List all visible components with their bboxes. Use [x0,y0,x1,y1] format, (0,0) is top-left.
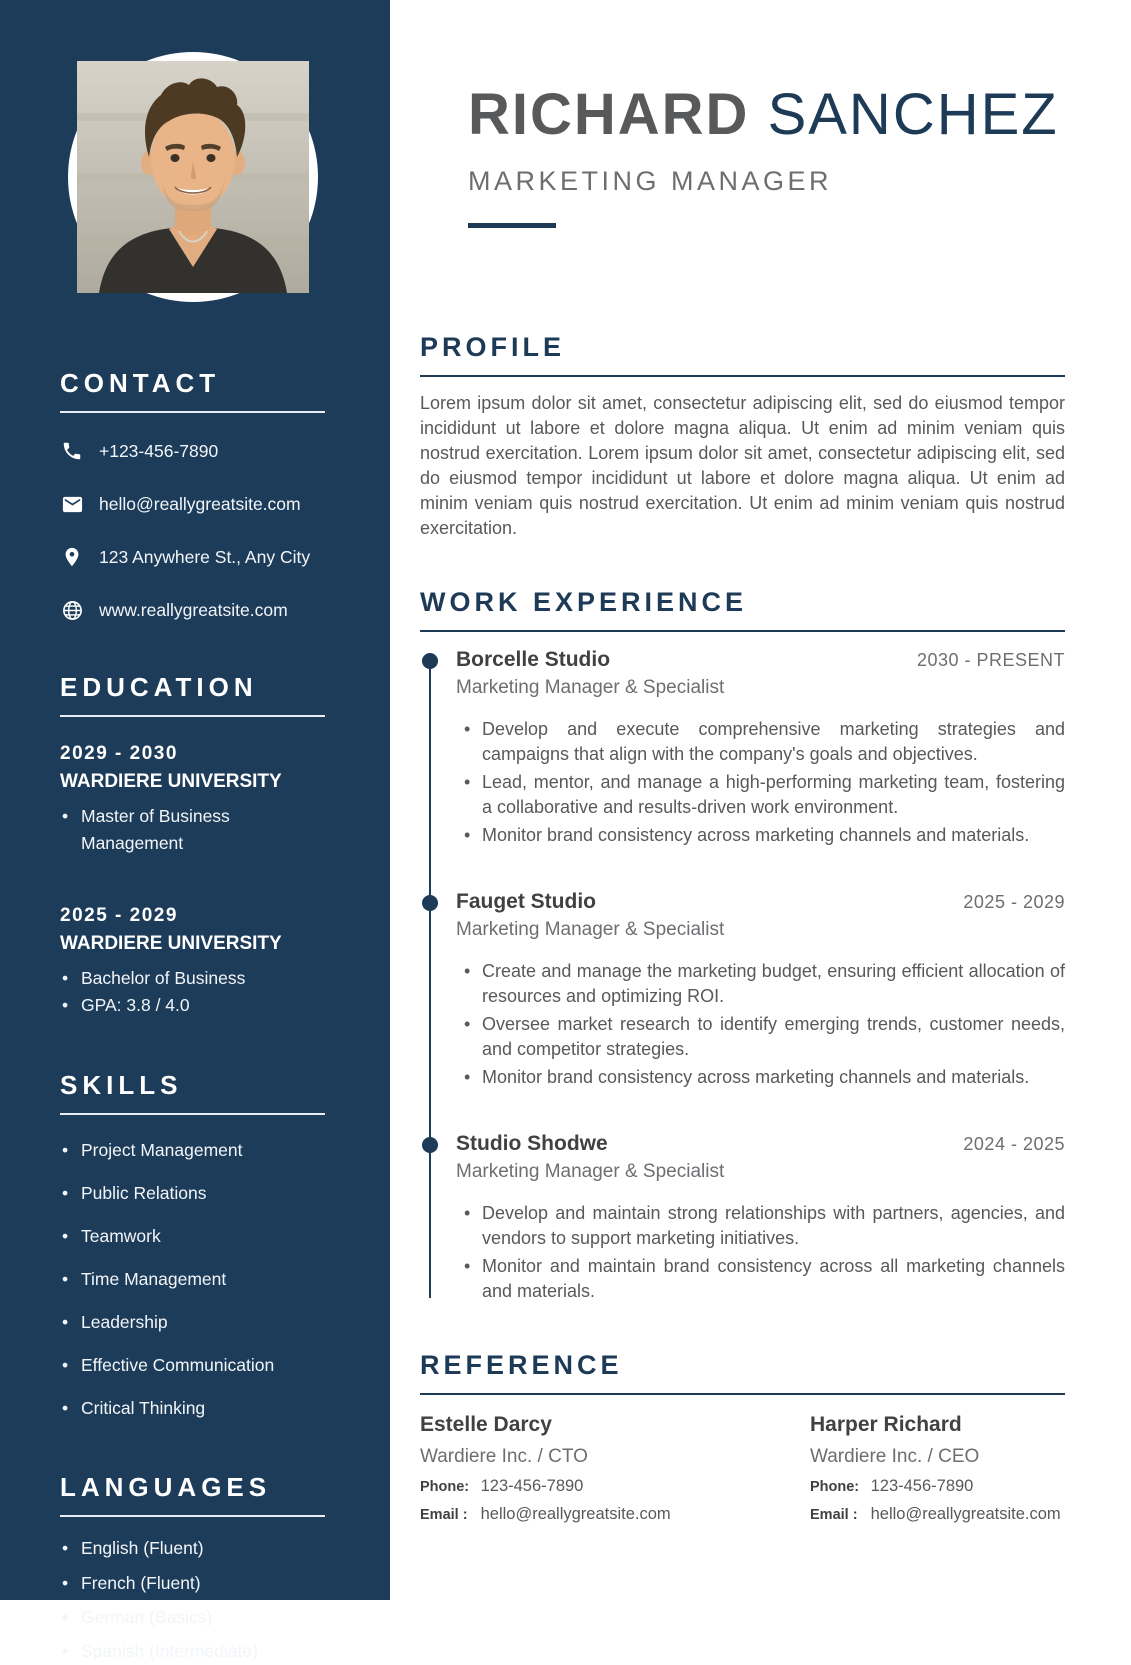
language-item: • German (Basics) [60,1604,325,1631]
reference-email-row [810,1505,1065,1524]
reference-phone-row [810,1477,1065,1496]
skills-list [60,1137,325,1423]
job-bullet: • Monitor and maintain brand consistency across all marketing channels and materials. [456,1254,1065,1304]
job-bullet: • Lead, mentor, and manage a high-performing marketing team, fostering a collaborative and results-driven work environment. [456,770,1065,820]
reference-phone-value: 123-456-7890 [480,1477,584,1496]
contact-list [60,439,325,622]
job-entry [420,890,1065,1090]
reference-name: Estelle Darcy [420,1413,552,1437]
reference-phone-row [420,1477,810,1496]
timeline-dot [422,1137,438,1153]
location-icon [60,545,84,569]
sidebar [0,0,390,1661]
job-bullet: • Monitor brand consistency across marketing channels and materials. [456,823,1065,848]
last-name: SANCHEZ [767,82,1059,147]
experience-timeline [420,648,1065,1304]
skill-item: • Leadership [60,1309,325,1336]
reference-entry [420,1413,810,1524]
job-role: Marketing Manager & Specialist [456,677,725,699]
education-dates: 2029 - 2030 [60,743,178,764]
job-title: MARKETING MANAGER [468,166,833,196]
reference-email-value: hello@reallygreatsite.com [480,1505,671,1524]
skill-item: • Effective Communication [60,1352,325,1379]
job-bullet: • Create and manage the marketing budget, ensuring efficient allocation of resources and optimizing ROI. [456,959,1065,1009]
reference-rule [420,1393,1065,1395]
job-company: Borcelle Studio [456,648,611,672]
education-school: WARDIERE UNIVERSITY [60,933,282,955]
contact-website-value: www.reallygreatsite.com [99,599,288,620]
education-school: WARDIERE UNIVERSITY [60,771,282,792]
contact-item-email [60,492,325,516]
job-bullet-list [456,1201,1065,1304]
contact-item-phone [60,439,325,463]
education-dates: 2025 - 2029 [60,905,178,927]
contact-item-website [60,598,325,622]
reference-phone-label: Phone: [810,1479,860,1496]
timeline-dot [422,653,438,669]
education-bullet: • Master of Business Management [60,803,325,857]
skill-item: • Critical Thinking [60,1395,325,1422]
education-rule [60,715,325,717]
work-experience-heading: WORK EXPERIENCE [420,587,748,618]
skill-item: • Teamwork [60,1223,325,1250]
timeline-dot [422,895,438,911]
main-column [390,0,1131,1600]
education-bullet: • GPA: 3.8 / 4.0 [60,992,325,1019]
contact-email-value: hello@reallygreatsite.com [99,493,301,514]
reference-email-value: hello@reallygreatsite.com [870,1505,1061,1524]
job-header [456,890,1065,914]
profile-photo [77,61,309,293]
job-dates: 2024 - 2025 [963,1134,1065,1155]
job-role: Marketing Manager & Specialist [456,919,725,941]
languages-rule [60,1515,325,1517]
job-header [456,648,1065,672]
website-icon [60,598,84,622]
language-item: • English (Fluent) [60,1535,325,1562]
contact-address-value: 123 Anywhere St., Any City [99,546,311,567]
skills-heading: SKILLS [60,1069,183,1100]
profile-text: Lorem ipsum dolor sit amet, consectetur adipiscing elit, sed do eiusmod tempor incididunt ut labore et dolore magna aliqua. Ut enim ad minim veniam quis nostrud exercitation. Lorem ipsum dolor sit amet, consectetur adipiscing elit, sed do eiusmod tempor incididunt ut labore et dolore magna aliqua. Ut enim ad minim veniam quis nostrud exercitation. Ut enim ad minim veniam quis nostrud exercitation. [420,393,1065,539]
profile-rule [420,375,1065,377]
contact-item-address [60,545,325,569]
contact-rule [60,411,325,413]
reference-heading: REFERENCE [420,1350,623,1381]
portrait-illustration [77,61,309,293]
candidate-name [468,82,1065,147]
profile-heading: PROFILE [420,332,566,362]
job-bullet-list [456,717,1065,848]
reference-email-label: Email : [420,1507,468,1524]
title-accent-bar [468,223,556,228]
job-bullet: • Develop and execute comprehensive marketing strategies and campaigns that align with the company's goals and objectives. [456,717,1065,767]
job-dates: 2030 - PRESENT [916,650,1065,671]
job-company: Fauget Studio [456,890,596,914]
reference-company-role: Wardiere Inc. / CTO [420,1446,588,1468]
reference-phone-value: 123-456-7890 [870,1477,974,1496]
education-entry [60,905,325,1019]
skill-item: • Public Relations [60,1180,325,1207]
reference-grid [420,1413,1065,1524]
languages-heading: LANGUAGES [60,1472,272,1503]
skill-item: • Time Management [60,1266,325,1293]
skills-rule [60,1113,325,1115]
profile-section [420,332,1065,541]
language-item: • Spanish (Intermediate) [60,1638,325,1665]
languages-list [60,1535,325,1665]
job-dates: 2025 - 2029 [963,892,1065,913]
first-name: RICHARD [468,82,750,147]
resume-header [420,0,1065,228]
reference-name: Harper Richard [810,1413,962,1437]
education-heading: EDUCATION [60,672,258,702]
work-experience-section [420,587,1065,1304]
email-icon [60,492,84,516]
phone-icon [60,439,84,463]
job-bullet-list [456,959,1065,1090]
job-role: Marketing Manager & Specialist [456,1161,725,1183]
job-entry [420,648,1065,848]
skills-section [60,1070,325,1423]
reference-phone-label: Phone: [420,1479,470,1496]
work-experience-rule [420,630,1065,632]
education-entry [60,743,325,857]
job-bullet: • Develop and maintain strong relationships with partners, agencies, and vendors to support marketing initiatives. [456,1201,1065,1251]
languages-section [60,1472,325,1665]
job-header [456,1132,1065,1156]
job-company: Studio Shodwe [456,1132,608,1156]
language-item: • French (Fluent) [60,1570,325,1597]
reference-company-role: Wardiere Inc. / CEO [810,1446,980,1468]
skill-item: • Project Management [60,1137,325,1164]
job-bullet: • Oversee market research to identify emerging trends, customer needs, and competitor strategies. [456,1012,1065,1062]
education-bullet-list [60,803,325,857]
contact-phone-value: +123-456-7890 [99,440,219,461]
profile-photo-ring [68,52,318,302]
reference-email-row [420,1505,810,1524]
reference-entry [810,1413,1065,1524]
reference-email-label: Email : [810,1507,858,1524]
job-entry [420,1132,1065,1304]
contact-heading: CONTACT [60,368,221,398]
job-bullet: • Monitor brand consistency across marketing channels and materials. [456,1065,1065,1090]
contact-section [60,368,325,622]
reference-section [420,1350,1065,1524]
education-bullet: • Bachelor of Business [60,965,325,992]
education-section [60,672,325,1020]
education-bullet-list [60,965,325,1019]
